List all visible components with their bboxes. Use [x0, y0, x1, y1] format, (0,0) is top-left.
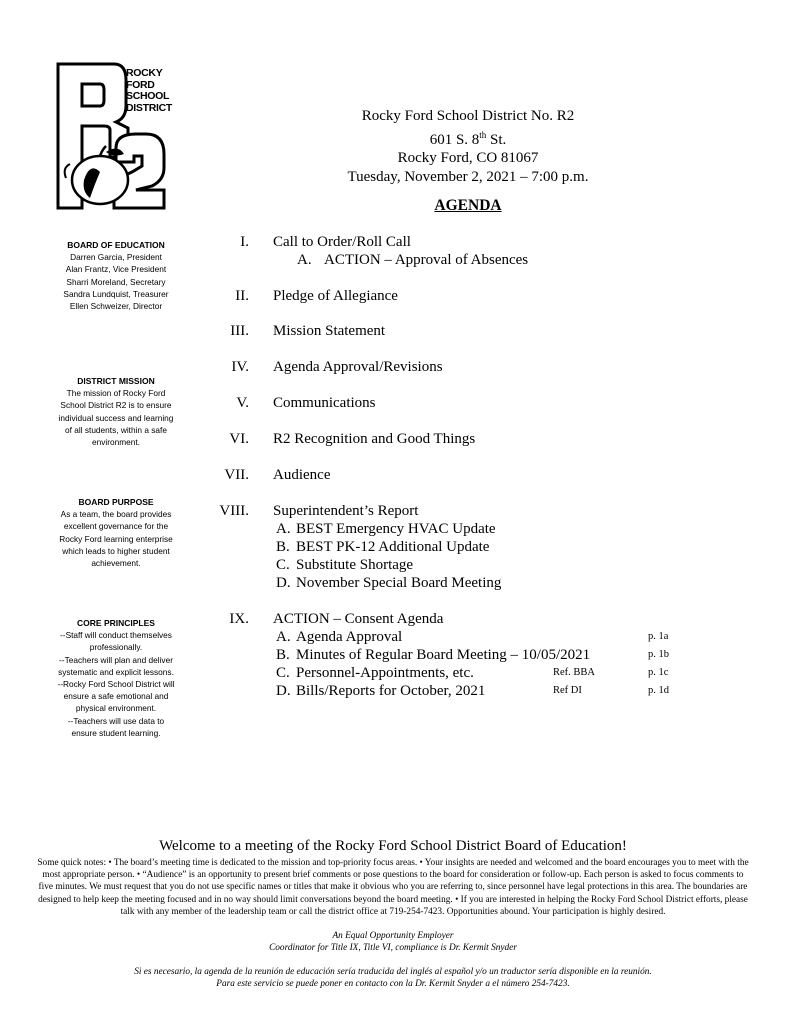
sidebar-text: achievement. — [91, 558, 141, 569]
item-number: II. — [235, 288, 249, 304]
sidebar-principles — [50, 617, 182, 739]
sidebar-text: School District R2 is to ensure — [60, 400, 172, 411]
item-title: R2 Recognition and Good Things — [273, 431, 476, 447]
page-reference: p. 1d — [648, 685, 669, 696]
meeting-notes: Some quick notes: • The board’s meeting time is dedicated to the mission and top-priority focus areas. • Your insights are needed and welcomed and the board encourages you to meet with the most appropriate person. • “Audience” is an opportunity to present brief comments or pose questions to the board for consideration or follow-up. Each person is asked to focus comments to five minutes. We must request that you do not use specific names or titles that make it obvious who you are referring to, since personnel have legal protections in this area. The boundaries are designed to help keep the meeting focused and in no way should limit conversations beyond the board meeting. • If you are interested in helping the Rocky Ford School District efforts, please talk with any member of the leadership team or call the district office at 719-254-7423. Opportunities abound. Your participation is highly desired. — [37, 858, 749, 917]
board-member: Sharri Moreland, Secretary — [66, 276, 166, 287]
sub-item: A. ACTION – Approval of Absences — [297, 252, 529, 268]
policy-reference: Ref. BBA — [553, 667, 595, 678]
sidebar-text: physical environment. — [75, 703, 157, 714]
policy-reference: Ref DI — [553, 685, 582, 696]
district-name: Rocky Ford School District No. R2 — [361, 108, 575, 124]
meeting-date: Tuesday, November 2, 2021 – 7:00 p.m. — [347, 168, 589, 185]
sidebar-text: of all students, within a safe — [65, 424, 167, 435]
item-number: V. — [236, 395, 249, 411]
item-number: IX. — [229, 611, 249, 627]
sidebar-text: As a team, the board provides — [60, 509, 172, 520]
district-logo — [56, 62, 186, 212]
item-title: Call to Order/Roll Call — [273, 234, 411, 250]
item-number: IV. — [231, 359, 249, 375]
item-title: Superintendent’s Report — [273, 503, 419, 519]
bullet-icon: • — [108, 858, 112, 868]
page-reference: p. 1c — [648, 667, 669, 678]
sidebar-heading: CORE PRINCIPLES — [77, 618, 155, 628]
bullet-icon: • — [455, 894, 459, 905]
item-number: III. — [230, 323, 249, 339]
coordinator-statement: Coordinator for Title IX, Title VI, compliance is Dr. Kermit Snyder — [269, 943, 517, 953]
sidebar-text: ensure student learning. — [71, 727, 161, 738]
district-address: 601 S. 8th St. — [429, 129, 507, 148]
item-title: Agenda Approval/Revisions — [273, 359, 443, 375]
item-title: Communications — [273, 395, 376, 411]
sidebar-text: --Rocky Ford School District will — [57, 679, 175, 690]
item-title: Pledge of Allegiance — [273, 288, 398, 304]
item-number: VII. — [224, 467, 249, 483]
sub-item: C. Personnel-Appointments, etc. — [276, 665, 474, 681]
bullet-icon: • — [136, 870, 141, 881]
bullet-icon: • — [419, 858, 423, 868]
item-title: Audience — [273, 467, 331, 483]
sidebar-heading: BOARD PURPOSE — [78, 497, 154, 507]
sidebar-text: which leads to higher student — [62, 545, 170, 556]
sub-item: C. Substitute Shortage — [276, 557, 414, 573]
spanish-contact: Para este servicio se puede poner en contacto con la Dr. Kermit Snyder a el número 254-7423. — [216, 979, 570, 989]
board-member: Alan Frantz, Vice President — [65, 264, 167, 275]
sidebar-text: professionally. — [89, 642, 143, 653]
sub-item: A. Agenda Approval — [276, 629, 403, 645]
sidebar-heading: DISTRICT MISSION — [77, 376, 155, 386]
district-city: Rocky Ford, CO 81067 — [397, 150, 539, 166]
sub-item: D. Bills/Reports for October, 2021 — [276, 683, 486, 699]
sidebar-text: individual success and learning — [58, 412, 174, 423]
sidebar-text: ensure a safe emotional and — [63, 691, 169, 702]
item-number: VI. — [229, 431, 249, 447]
eoe-statement: An Equal Opportunity Employer — [332, 931, 454, 941]
item-title: ACTION – Consent Agenda — [273, 611, 444, 627]
sub-item: B. Minutes of Regular Board Meeting – 10/05/2021 — [276, 647, 591, 663]
sidebar-text: Rocky Ford learning enterprise — [59, 533, 173, 544]
logo-text-line: FORD — [126, 78, 155, 91]
logo-text-line: SCHOOL — [126, 90, 170, 102]
logo-text-line: DISTRICT — [126, 101, 173, 114]
page-reference: p. 1a — [648, 631, 669, 642]
board-member: Sandra Lundquist, Treasurer — [63, 288, 169, 299]
board-member: Darren Garcia, President — [70, 252, 162, 263]
sidebar-heading: BOARD OF EDUCATION — [67, 240, 165, 250]
sidebar-text: excellent governance for the — [63, 521, 169, 532]
item-number: VIII. — [219, 503, 249, 519]
sidebar-text: systematic and explicit lessons. — [58, 666, 174, 677]
agenda-title: AGENDA — [434, 197, 502, 214]
item-number: I. — [240, 234, 249, 250]
sub-item: D. November Special Board Meeting — [276, 575, 502, 591]
sidebar-text: --Teachers will plan and deliver — [59, 654, 173, 665]
board-member: Ellen Schweizer, Director — [69, 301, 163, 312]
sub-item: A. BEST Emergency HVAC Update — [276, 521, 496, 537]
sidebar-text: environment. — [92, 437, 140, 448]
spanish-notice: Si es necesario, la agenda de la reunión de educación sería traducida del inglés al español y/o un traductor sería disponible en la reunión. — [134, 967, 652, 977]
welcome-message: Welcome to a meeting of the Rocky Ford School District Board of Education! — [159, 838, 627, 854]
sub-item: B. BEST PK-12 Additional Update — [276, 539, 490, 555]
page-reference: p. 1b — [648, 649, 669, 660]
meeting-header — [300, 107, 636, 186]
item-title: Mission Statement — [273, 323, 386, 339]
sidebar-text: --Teachers will use data to — [67, 715, 165, 726]
sidebar-text: --Staff will conduct themselves — [60, 630, 172, 641]
logo-text-line: ROCKY — [126, 67, 163, 79]
sidebar-text: The mission of Rocky Ford — [66, 388, 166, 399]
